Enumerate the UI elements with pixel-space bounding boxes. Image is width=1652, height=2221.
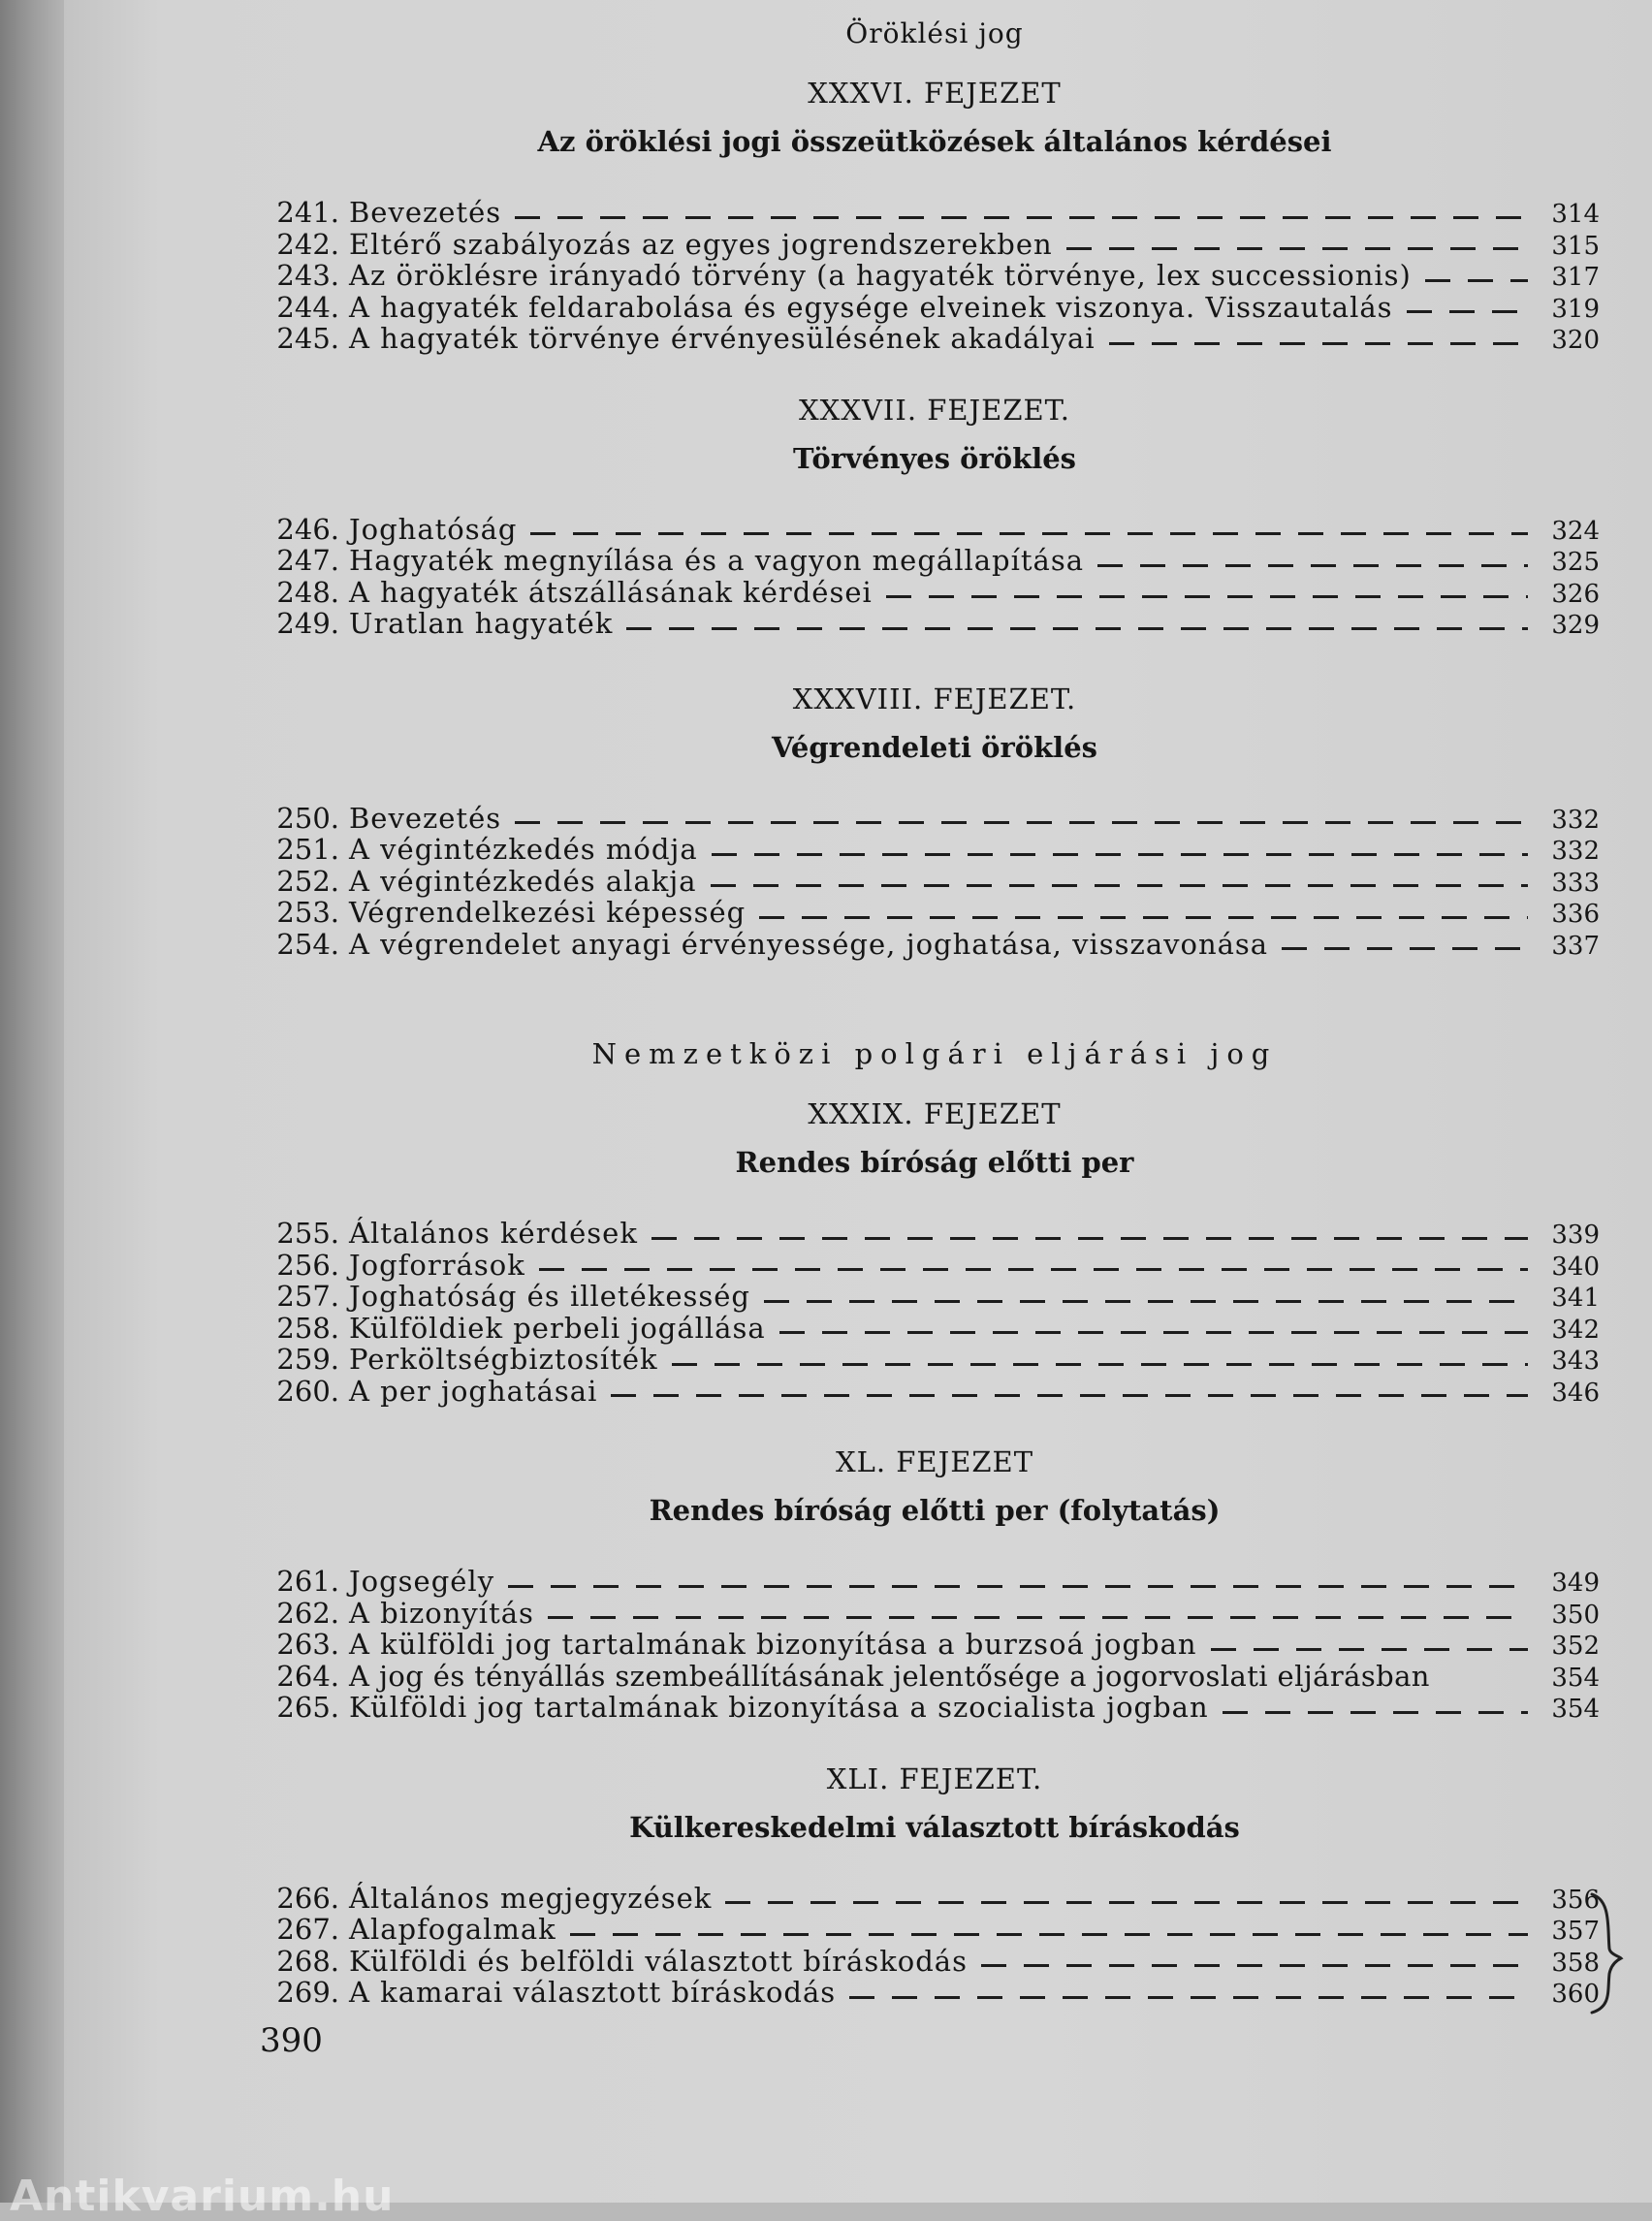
leader-dashes: [1282, 947, 1528, 950]
leader-dashes: [1223, 1711, 1528, 1714]
toc-entry: [271, 229, 1600, 261]
chapter-block: [271, 1761, 1600, 2009]
entry-number: 265.: [276, 1691, 339, 1724]
entry-page: 354: [1551, 1663, 1600, 1693]
entry-number: 246.: [276, 512, 339, 546]
toc-entry: [271, 197, 1600, 229]
toc-entry: [271, 1566, 1600, 1598]
chapter-title: XXXIX. FEJEZET: [808, 1097, 1062, 1130]
toc-entry: [271, 1692, 1600, 1724]
leader-dashes: [548, 1616, 1528, 1619]
entry-page: 350: [1551, 1600, 1600, 1630]
entry-number: 264.: [276, 1659, 339, 1693]
leader-dashes: [515, 821, 1528, 824]
toc-entry: [271, 577, 1600, 609]
entry-page: 314: [1551, 200, 1600, 229]
entry-title: Az öröklésre irányadó törvény (a hagyaték törvénye, lex successionis): [349, 259, 1412, 292]
entry-number: 267.: [276, 1913, 339, 1946]
leader-dashes: [849, 1996, 1528, 1999]
entry-page: 360: [1551, 1980, 1600, 2009]
section-title: Öröklési jog: [845, 17, 1024, 49]
entry-title: Jogforrások: [349, 1248, 525, 1282]
toc-list: [271, 803, 1600, 961]
chapter-title: XXXVIII. FEJEZET.: [792, 682, 1077, 715]
leader-dashes: [570, 1933, 1528, 1936]
entry-title: A külföldi jog tartalmának bizonyítása a burzsoá jogban: [349, 1628, 1197, 1661]
toc-entry: [271, 1914, 1600, 1946]
entry-number: 242.: [276, 227, 339, 261]
entry-number: 257.: [276, 1280, 339, 1313]
entry-page: 357: [1551, 1917, 1600, 1946]
toc-entry: [271, 1977, 1600, 2009]
entry-number: 241.: [276, 196, 339, 229]
entry-title: A végintézkedés alakja: [349, 864, 697, 898]
leader-dashes: [981, 1964, 1528, 1967]
toc-entry: [271, 323, 1600, 355]
entry-number: 250.: [276, 801, 339, 835]
entry-title: Joghatóság és illetékesség: [349, 1280, 750, 1313]
entry-page: 358: [1551, 1948, 1600, 1978]
chapter-title: XXXVII. FEJEZET.: [799, 393, 1070, 427]
entry-number: 252.: [276, 864, 339, 898]
leader-dashes: [515, 216, 1528, 219]
entry-number: 256.: [276, 1248, 339, 1282]
entry-title: A hagyaték átszállásának kérdései: [349, 575, 873, 609]
chapter-block: [271, 1445, 1600, 1724]
entry-number: 254.: [276, 927, 339, 961]
toc-list: [271, 197, 1600, 355]
leader-dashes: [886, 595, 1528, 598]
entry-page: 333: [1551, 868, 1600, 898]
entry-page: 341: [1551, 1284, 1600, 1313]
part-title: Nemzetközi polgári eljárási jog: [591, 1037, 1278, 1070]
entry-title: A hagyaték törvénye érvényesülésének akadályai: [349, 322, 1096, 355]
entry-page: 315: [1551, 231, 1600, 261]
leader-dashes: [1211, 1648, 1528, 1651]
entry-number: 266.: [276, 1881, 339, 1915]
leader-dashes: [759, 916, 1528, 919]
entry-title: A végrendelet anyagi érvényessége, joghatása, visszavonása: [349, 927, 1269, 961]
entry-number: 253.: [276, 896, 339, 929]
entry-number: 269.: [276, 1976, 339, 2009]
entry-title: A per joghatásai: [349, 1374, 598, 1408]
handwritten-brace-mark: [1586, 1890, 1625, 2016]
leader-dashes: [1407, 310, 1528, 313]
toc-entry: [271, 1376, 1600, 1408]
entry-page: 346: [1551, 1378, 1600, 1408]
leader-dashes: [1434, 1679, 1538, 1682]
entry-number: 247.: [276, 544, 339, 577]
entry-page: 329: [1551, 611, 1600, 640]
toc-entry: [271, 260, 1600, 292]
entry-number: 244.: [276, 290, 339, 324]
entry-number: 258.: [276, 1311, 339, 1345]
entry-title: A hagyaték feldarabolása és egysége elveinek viszonya. Visszautalás: [349, 290, 1393, 324]
leader-dashes: [672, 1363, 1528, 1366]
entry-title: Bevezetés: [349, 196, 502, 229]
leader-dashes: [712, 853, 1528, 856]
chapter-block: [271, 1037, 1600, 1408]
toc-entry: [271, 1250, 1600, 1282]
toc-entry: [271, 1629, 1600, 1661]
toc-entry: [271, 803, 1600, 835]
entry-page: 319: [1551, 294, 1600, 324]
toc-entry: [271, 1313, 1600, 1345]
chapter-block: [271, 393, 1600, 640]
entry-number: 243.: [276, 259, 339, 292]
page-number: 390: [260, 2021, 323, 2060]
entry-page: 340: [1551, 1252, 1600, 1282]
leader-dashes: [1097, 564, 1528, 567]
leader-dashes: [611, 1394, 1528, 1397]
chapter-subtitle: Végrendeleti öröklés: [772, 730, 1097, 764]
entry-number: 245.: [276, 322, 339, 355]
toc-entry: [271, 292, 1600, 324]
entry-title: Jogsegély: [349, 1565, 495, 1598]
entry-title: Bevezetés: [349, 801, 502, 835]
entry-page: 342: [1551, 1315, 1600, 1345]
entry-number: 248.: [276, 575, 339, 609]
entry-page: 336: [1551, 900, 1600, 929]
chapter-title: XL. FEJEZET: [835, 1445, 1034, 1478]
entry-title: Perköltségbiztosíték: [349, 1343, 658, 1376]
chapter-title: XXXVI. FEJEZET: [808, 77, 1062, 110]
entry-title: Külföldi jog tartalmának bizonyítása a szocialista jogban: [349, 1691, 1209, 1724]
chapter-subtitle: Rendes bíróság előtti per (folytatás): [649, 1494, 1221, 1527]
entry-number: 263.: [276, 1628, 339, 1661]
toc-entry: [271, 866, 1600, 898]
entry-number: 259.: [276, 1343, 339, 1376]
toc-entry: [271, 1883, 1600, 1915]
entry-title: A bizonyítás: [349, 1596, 534, 1630]
chapter-subtitle: Rendes bíróság előtti per: [735, 1146, 1134, 1179]
leader-dashes: [508, 1585, 1528, 1588]
toc-list: [271, 1883, 1600, 2009]
toc-entry: [271, 1281, 1600, 1313]
entry-number: 261.: [276, 1565, 339, 1598]
leader-dashes: [779, 1331, 1528, 1334]
chapter-subtitle: Törvényes öröklés: [793, 441, 1076, 475]
toc-entry: [271, 897, 1600, 929]
toc-list: [271, 1218, 1600, 1407]
leader-dashes: [764, 1300, 1528, 1303]
toc-entry: [271, 1218, 1600, 1250]
entry-number: 262.: [276, 1596, 339, 1630]
entry-page: 332: [1551, 837, 1600, 866]
entry-title: Végrendelkezési képesség: [349, 896, 747, 929]
entry-page: 354: [1551, 1695, 1600, 1724]
leader-dashes: [725, 1901, 1528, 1904]
toc-list: [271, 514, 1600, 640]
entry-title: Külföldi és belföldi választott bíráskodás: [349, 1944, 968, 1978]
leader-dashes: [1066, 247, 1528, 250]
entry-page: 317: [1551, 263, 1600, 292]
entry-title: Alapfogalmak: [349, 1913, 556, 1946]
entry-number: 249.: [276, 607, 339, 640]
leader-dashes: [539, 1268, 1528, 1271]
entry-page: 320: [1551, 326, 1600, 355]
leader-dashes: [711, 884, 1528, 887]
leader-dashes: [651, 1237, 1528, 1240]
toc-entry: [271, 608, 1600, 640]
entry-title: Joghatóság: [349, 512, 518, 546]
toc-entry: [271, 514, 1600, 546]
entry-title: Általános kérdések: [349, 1217, 638, 1250]
leader-dashes: [1425, 279, 1528, 282]
toc-entry: [271, 1946, 1600, 1978]
entry-number: 268.: [276, 1944, 339, 1978]
chapter-subtitle: Az öröklési jogi összeütközések általános kérdései: [537, 125, 1332, 158]
entry-number: 255.: [276, 1217, 339, 1250]
entry-page: 343: [1551, 1347, 1600, 1376]
toc-list: [271, 1566, 1600, 1724]
entry-title: Külföldiek perbeli jogállása: [349, 1311, 766, 1345]
entry-page: 326: [1551, 579, 1600, 609]
entry-title: A jog és tényállás szembeállításának jelentősége a jogorvoslati eljárásban: [349, 1659, 1430, 1693]
table-of-contents: [271, 17, 1600, 2009]
toc-entry: [271, 1661, 1600, 1693]
chapter-block: [271, 682, 1600, 961]
entry-title: A kamarai választott bíráskodás: [349, 1976, 837, 2009]
entry-page: 325: [1551, 548, 1600, 577]
entry-page: 324: [1551, 516, 1600, 546]
entry-title: Eltérő szabályozás az egyes jogrendszerekben: [349, 227, 1053, 261]
entry-page: 352: [1551, 1632, 1600, 1661]
entry-title: Általános megjegyzések: [349, 1881, 713, 1915]
leader-dashes: [626, 627, 1528, 630]
toc-entry: [271, 834, 1600, 866]
entry-page: 332: [1551, 805, 1600, 835]
entry-page: 337: [1551, 931, 1600, 961]
entry-number: 251.: [276, 833, 339, 866]
entry-title: Uratlan hagyaték: [349, 607, 614, 640]
toc-entry: [271, 929, 1600, 961]
toc-entry: [271, 545, 1600, 577]
chapter-title: XLI. FEJEZET.: [826, 1761, 1043, 1795]
entry-title: A végintézkedés módja: [349, 833, 698, 866]
entry-page: 339: [1551, 1221, 1600, 1250]
entry-page: 356: [1551, 1885, 1600, 1915]
chapter-subtitle: Külkereskedelmi választott bíráskodás: [629, 1810, 1240, 1844]
toc-entry: [271, 1344, 1600, 1376]
chapter-block: [271, 77, 1600, 355]
entry-number: 260.: [276, 1374, 339, 1408]
leader-dashes: [530, 532, 1528, 535]
toc-entry: [271, 1598, 1600, 1630]
entry-page: 349: [1551, 1569, 1600, 1598]
entry-title: Hagyaték megnyílása és a vagyon megállapítása: [349, 544, 1084, 577]
watermark: Antikvarium.hu: [10, 2172, 395, 2221]
leader-dashes: [1109, 342, 1528, 345]
